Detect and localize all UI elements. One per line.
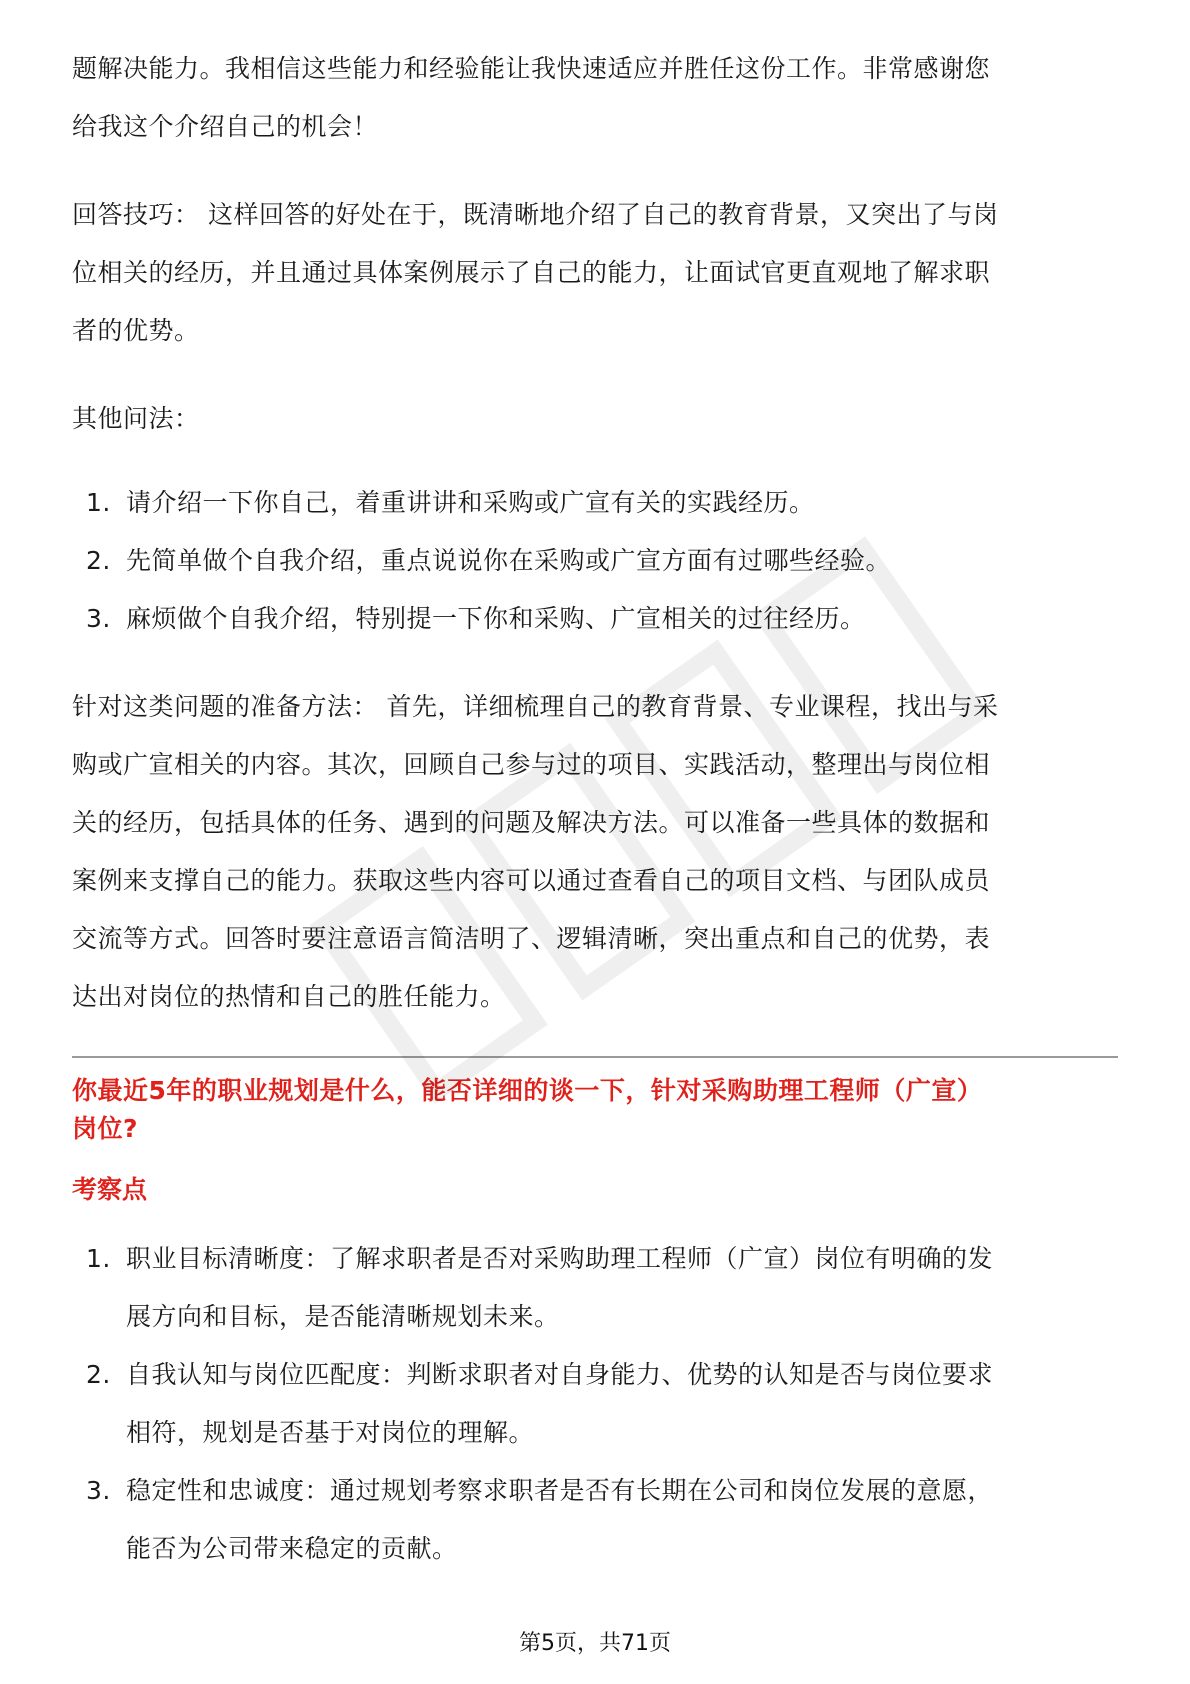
- list-text: 相符，规划是否基于对岗位的理解。: [126, 1418, 535, 1447]
- text-line: 题解决能力。我相信这些能力和经验能让我快速适应并胜任这份工作。非常感谢您: [72, 54, 991, 83]
- text-line: 购或广宣相关的内容。其次，回顾自己参与过的项目、实践活动，整理出与岗位相: [72, 750, 991, 779]
- list-number: 3.: [86, 604, 111, 633]
- list-number: 2.: [86, 546, 111, 575]
- list-number: 1.: [86, 488, 111, 517]
- document-page: [72, 40, 1118, 1578]
- other-asks-list: [72, 474, 1118, 648]
- text-line: 者的优势。: [72, 316, 200, 345]
- list-text: 请介绍一下你自己，着重讲讲和采购或广宣有关的实践经历。: [126, 488, 815, 517]
- question-line: 岗位?: [72, 1114, 139, 1143]
- text-line: 位相关的经历，并且通过具体案例展示了自己的能力，让面试官更直观地了解求职: [72, 258, 991, 287]
- text-line: 回答技巧： 这样回答的好处在于，既清晰地介绍了自己的教育背景，又突出了与岗: [72, 200, 999, 229]
- list-item: [72, 1230, 1118, 1346]
- intro-paragraph: [72, 40, 1118, 156]
- text-line: 案例来支撑自己的能力。获取这些内容可以通过查看自己的项目文档、与团队成员: [72, 866, 991, 895]
- list-item: [72, 532, 1118, 590]
- list-item: [72, 474, 1118, 532]
- question-heading: [72, 1072, 1118, 1148]
- text-line: 给我这个介绍自己的机会！: [72, 112, 379, 141]
- list-number: 2.: [86, 1360, 111, 1389]
- list-item: [72, 590, 1118, 648]
- list-text: 能否为公司带来稳定的贡献。: [126, 1534, 458, 1563]
- answer-tips-paragraph: [72, 186, 1118, 360]
- other-asks-label: 其他问法：: [72, 404, 200, 433]
- text-line: 关的经历，包括具体的任务、遇到的问题及解决方法。可以准备一些具体的数据和: [72, 808, 991, 837]
- question-line: 你最近5年的职业规划是什么，能否详细的谈一下，针对采购助理工程师（广宣）: [72, 1076, 983, 1105]
- list-number: 3.: [86, 1476, 111, 1505]
- exam-points-label: 考察点: [72, 1175, 148, 1204]
- section-divider: [72, 1056, 1118, 1058]
- list-item: [72, 1462, 1118, 1578]
- list-text: 职业目标清晰度：了解求职者是否对采购助理工程师（广宣）岗位有明确的发: [126, 1244, 994, 1273]
- list-text: 展方向和目标，是否能清晰规划未来。: [126, 1302, 560, 1331]
- page-footer: 第5页，共71页: [519, 1631, 671, 1656]
- list-text: 先简单做个自我介绍，重点说说你在采购或广宣方面有过哪些经验。: [126, 546, 892, 575]
- text-line: 针对这类问题的准备方法： 首先，详细梳理自己的教育背景、专业课程，找出与采: [72, 692, 999, 721]
- list-text: 自我认知与岗位匹配度：判断求职者对自身能力、优势的认知是否与岗位要求: [126, 1360, 994, 1389]
- text-line: 达出对岗位的热情和自己的胜任能力。: [72, 982, 506, 1011]
- list-item: [72, 1346, 1118, 1462]
- text-line: 交流等方式。回答时要注意语言简洁明了、逻辑清晰，突出重点和自己的优势，表: [72, 924, 991, 953]
- prep-method-paragraph: [72, 678, 1118, 1026]
- list-text: 稳定性和忠诚度：通过规划考察求职者是否有长期在公司和岗位发展的意愿，: [126, 1476, 994, 1505]
- list-text: 麻烦做个自我介绍，特别提一下你和采购、广宣相关的过往经历。: [126, 604, 866, 633]
- exam-points-list: [72, 1230, 1118, 1578]
- list-number: 1.: [86, 1244, 111, 1273]
